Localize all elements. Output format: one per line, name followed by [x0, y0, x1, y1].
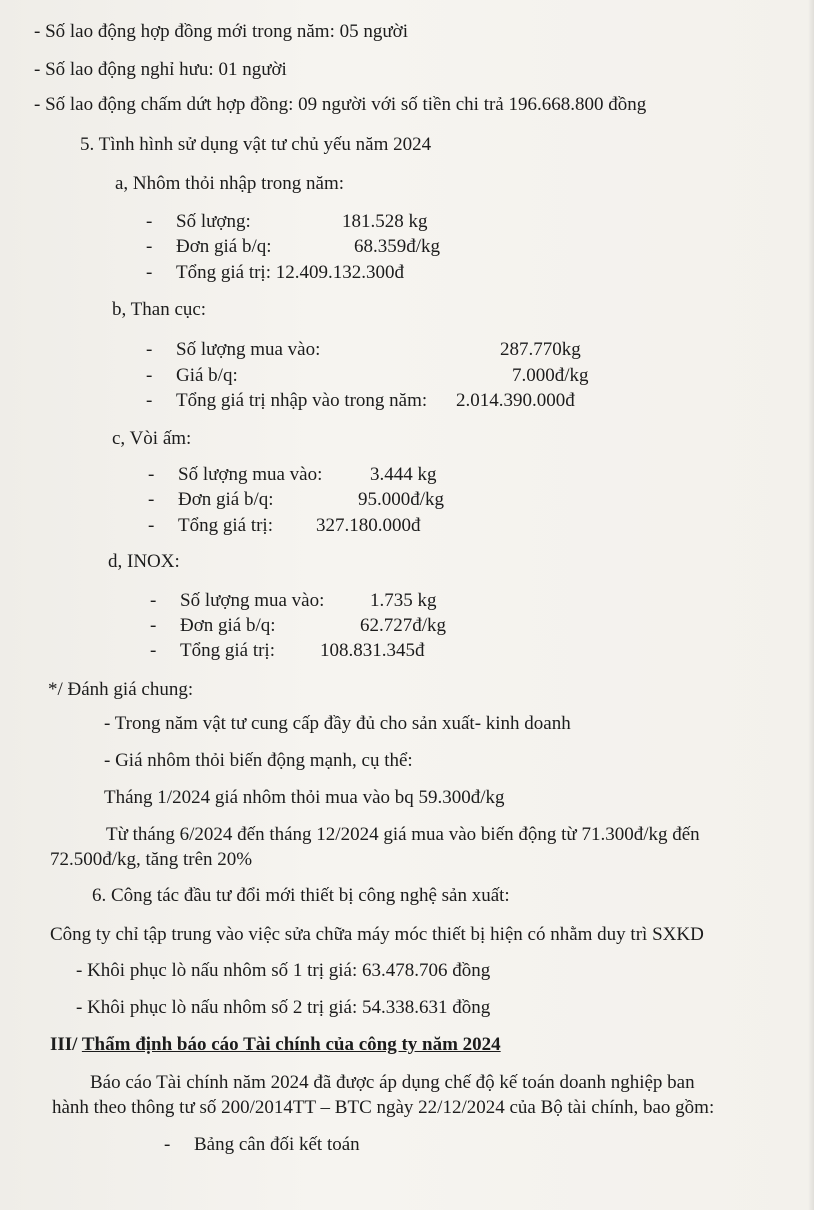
list-item — [150, 589, 437, 613]
list-item — [146, 210, 428, 234]
section3-paragraph-line: Báo cáo Tài chính năm 2024 đã được áp dụng chế độ kế toán doanh nghiệp ban — [90, 1072, 695, 1093]
bullet-dash: - — [146, 262, 153, 283]
labor-retired: - Số lao động nghỉ hưu: 01 người — [34, 59, 287, 80]
section6-intro: Công ty chỉ tập trung vào việc sửa chữa máy móc thiết bị hiện có nhằm duy trì SXKD — [50, 924, 704, 945]
bullet-dash: - — [146, 390, 153, 411]
item-value: 68.359đ/kg — [354, 236, 441, 257]
list-item — [146, 338, 581, 362]
item-label: Bảng cân đối kết toán — [194, 1134, 360, 1155]
list-item — [148, 463, 437, 487]
bullet-dash: - — [146, 339, 153, 360]
bullet-dash: - — [148, 515, 155, 536]
item-label: Tổng giá trị: — [180, 640, 275, 661]
item-label: Số lượng mua vào: — [180, 590, 325, 611]
section5-title: 5. Tình hình sử dụng vật tư chủ yếu năm 2024 — [80, 134, 432, 155]
item-label: Giá b/q: — [176, 365, 238, 386]
item-label: Tổng giá trị: — [178, 515, 273, 536]
labor-terminated: - Số lao động chấm dứt hợp đồng: 09 người với số tiền chi trả 196.668.800 đồng — [34, 94, 647, 115]
bullet-dash: - — [146, 211, 153, 232]
list-item — [148, 514, 421, 538]
item-value: 327.180.000đ — [316, 515, 421, 536]
evaluation-line: - Trong năm vật tư cung cấp đầy đủ cho sản xuất- kinh doanh — [104, 713, 571, 734]
section6-item: - Khôi phục lò nấu nhôm số 1 trị giá: 63.478.706 đồng — [76, 960, 491, 981]
item-label: Tổng giá trị: 12.409.132.300đ — [176, 262, 404, 283]
evaluation-line: Từ tháng 6/2024 đến tháng 12/2024 giá mua vào biến động từ 71.300đ/kg đến — [106, 824, 700, 845]
section5-d-heading: d, INOX: — [108, 551, 180, 572]
item-label: Tổng giá trị nhập vào trong năm: — [176, 390, 428, 411]
item-value: 108.831.345đ — [320, 640, 425, 661]
bullet-dash: - — [164, 1134, 171, 1155]
section3-title: Thẩm định báo cáo Tài chính của công ty năm 2024 — [81, 1034, 501, 1055]
list-item — [164, 1133, 360, 1157]
section5-c-heading: c, Vòi ấm: — [112, 428, 192, 449]
list-item — [146, 364, 589, 388]
bullet-dash: - — [148, 464, 155, 485]
item-value: 1.735 kg — [370, 590, 437, 611]
evaluation-line: 72.500đ/kg, tăng trên 20% — [50, 849, 253, 870]
evaluation-line: Tháng 1/2024 giá nhôm thỏi mua vào bq 59.300đ/kg — [104, 787, 505, 808]
item-value: 62.727đ/kg — [360, 615, 447, 636]
labor-new-contracts: - Số lao động hợp đồng mới trong năm: 05 người — [34, 21, 408, 42]
item-value: 95.000đ/kg — [358, 489, 445, 510]
list-item — [150, 614, 447, 638]
bullet-dash: - — [146, 236, 153, 257]
item-label: Đơn giá b/q: — [178, 489, 274, 510]
page-edge-shadow — [808, 0, 814, 1210]
item-label: Số lượng mua vào: — [178, 464, 323, 485]
section6-item: - Khôi phục lò nấu nhôm số 2 trị giá: 54.338.631 đồng — [76, 997, 491, 1018]
bullet-dash: - — [148, 489, 155, 510]
item-value: 181.528 kg — [342, 211, 428, 232]
section6-title: 6. Công tác đầu tư đổi mới thiết bị công nghệ sản xuất: — [92, 885, 510, 906]
list-item — [148, 488, 445, 512]
list-item — [146, 389, 575, 413]
section5-a-heading: a, Nhôm thỏi nhập trong năm: — [115, 173, 345, 194]
list-item — [146, 261, 404, 285]
section3-heading — [50, 1033, 501, 1057]
item-value: 7.000đ/kg — [512, 365, 589, 386]
evaluation-heading: */ Đánh giá chung: — [48, 679, 194, 700]
bullet-dash: - — [150, 640, 157, 661]
bullet-dash: - — [150, 590, 157, 611]
item-value: 2.014.390.000đ — [456, 390, 575, 411]
list-item — [146, 235, 441, 259]
list-item — [150, 639, 425, 663]
item-label: Đơn giá b/q: — [176, 236, 272, 257]
section5-b-heading: b, Than cục: — [112, 299, 207, 320]
item-label: Số lượng: — [176, 211, 251, 232]
item-label: Số lượng mua vào: — [176, 339, 321, 360]
bullet-dash: - — [150, 615, 157, 636]
section3-paragraph-line: hành theo thông tư số 200/2014TT – BTC ngày 22/12/2024 của Bộ tài chính, bao gồm: — [52, 1097, 715, 1118]
item-value: 3.444 kg — [370, 464, 437, 485]
item-value: 287.770kg — [500, 339, 581, 360]
section3-prefix: III/ — [50, 1034, 82, 1055]
bullet-dash: - — [146, 365, 153, 386]
evaluation-line: - Giá nhôm thỏi biến động mạnh, cụ thể: — [104, 750, 413, 771]
item-label: Đơn giá b/q: — [180, 615, 276, 636]
